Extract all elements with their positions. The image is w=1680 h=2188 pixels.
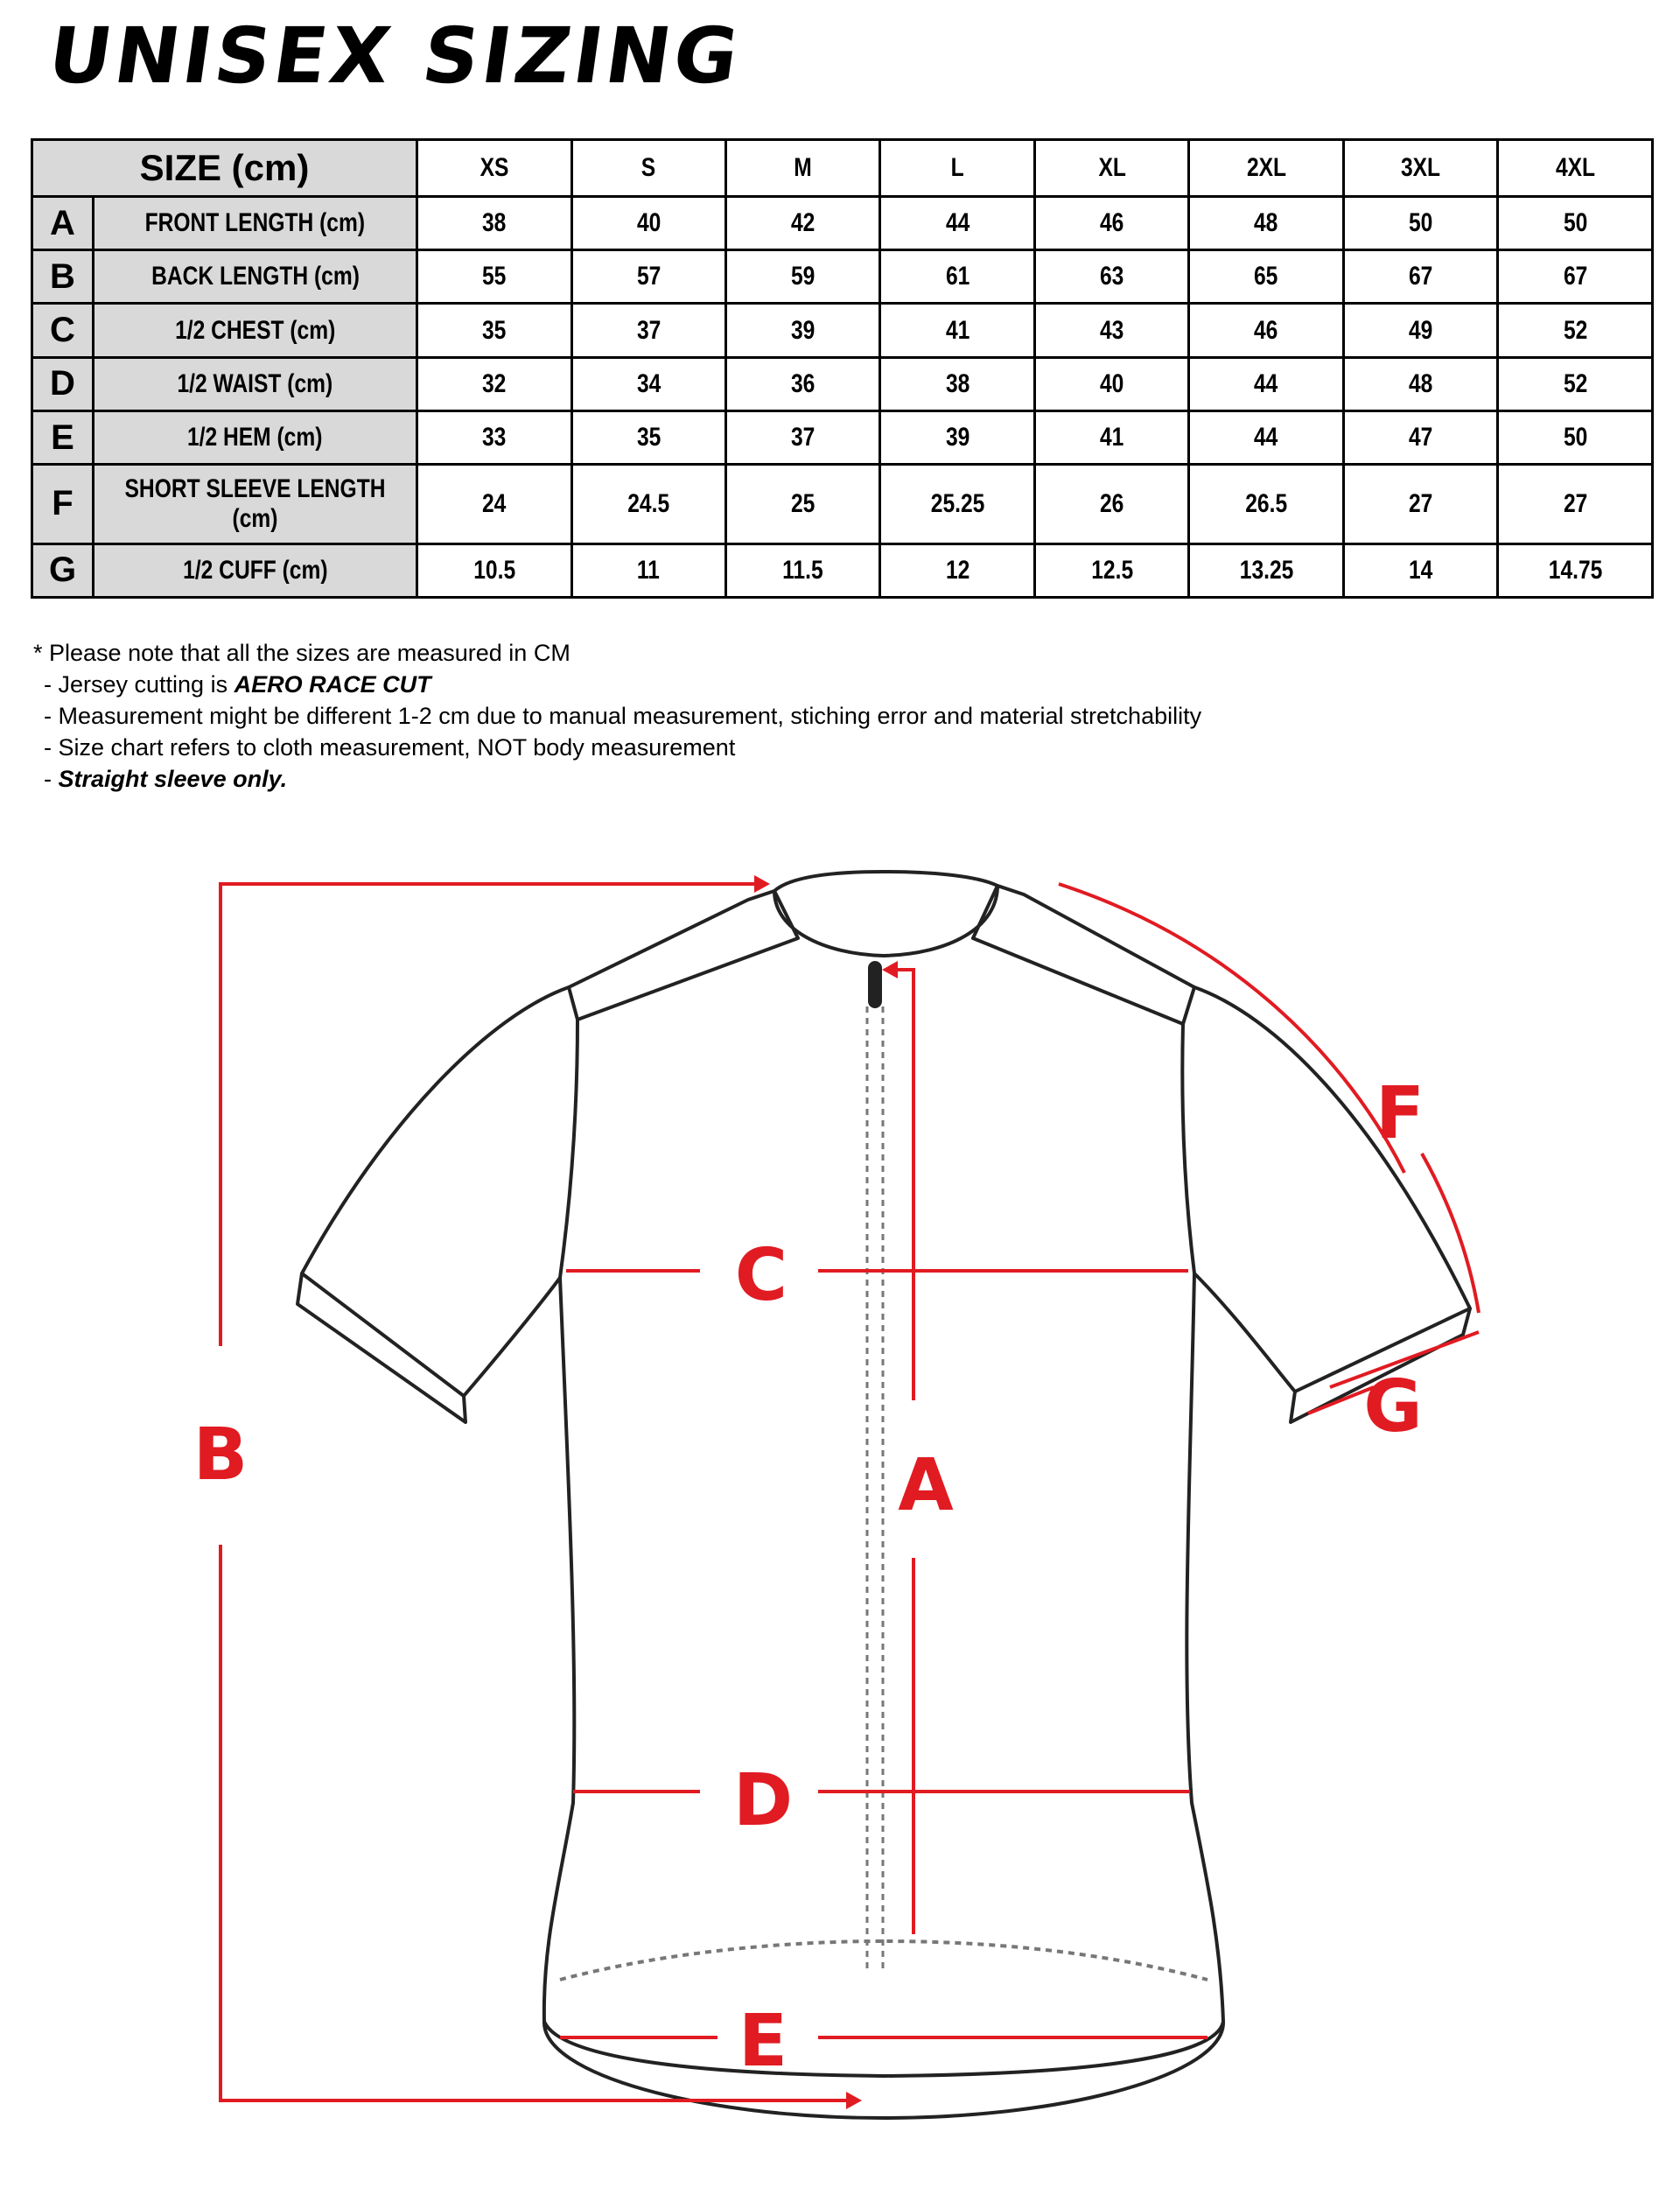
value-cell: 12: [880, 543, 1034, 597]
value-cell: 42: [725, 197, 879, 250]
value-cell: 55: [417, 250, 571, 304]
note-cut-emphasis: AERO RACE CUT: [234, 671, 431, 698]
label-d: D: [732, 1759, 794, 1842]
row-letter: B: [32, 250, 94, 304]
value-cell: 34: [571, 357, 725, 410]
row-letter: C: [32, 304, 94, 357]
left-cuff: [298, 1273, 466, 1422]
row-label: 1/2 CUFF (cm): [94, 543, 417, 597]
value-cell: 25: [725, 465, 879, 544]
value-cell: 41: [1034, 410, 1188, 464]
value-cell: 38: [880, 357, 1034, 410]
value-cell: 57: [571, 250, 725, 304]
value-cell: 24.5: [571, 465, 725, 544]
note-sleeve: - Straight sleeve only.: [44, 766, 288, 792]
value-cell: 41: [880, 304, 1034, 357]
value-cell: 52: [1498, 357, 1653, 410]
label-b: B: [192, 1413, 248, 1497]
jersey-body-left: [544, 1278, 574, 2022]
value-cell: 40: [571, 197, 725, 250]
value-cell: 50: [1343, 197, 1497, 250]
size-header-s: S: [571, 140, 725, 197]
measure-a-line-top: [888, 970, 914, 1400]
note-tolerance: - Measurement might be different 1-2 cm due to manual measurement, stiching error and material stretchability: [44, 703, 1202, 729]
right-sleeve: [1182, 987, 1470, 1392]
row-label: 1/2 WAIST (cm): [94, 357, 417, 410]
value-cell: 67: [1343, 250, 1497, 304]
label-c: C: [734, 1234, 788, 1317]
value-cell: 39: [880, 410, 1034, 464]
value-cell: 35: [571, 410, 725, 464]
value-cell: 50: [1498, 410, 1653, 464]
row-label: BACK LENGTH (cm): [94, 250, 417, 304]
jersey-body-right: [1186, 1273, 1223, 2022]
note-sleeve-emphasis: Straight sleeve only.: [58, 766, 288, 792]
value-cell: 61: [880, 250, 1034, 304]
value-cell: 48: [1343, 357, 1497, 410]
value-cell: 67: [1498, 250, 1653, 304]
left-shoulder-panel: [569, 891, 798, 1020]
value-cell: 26: [1034, 465, 1188, 544]
row-letter: D: [32, 357, 94, 410]
label-g: G: [1363, 1365, 1423, 1448]
row-letter: F: [32, 465, 94, 544]
value-cell: 35: [417, 304, 571, 357]
value-cell: 11.5: [725, 543, 879, 597]
value-cell: 52: [1498, 304, 1653, 357]
note-units: * Please note that all the sizes are measured in CM: [33, 640, 570, 666]
jersey-collar: [774, 872, 998, 956]
label-e: E: [738, 2000, 788, 2083]
size-header-xs: XS: [417, 140, 571, 197]
note-cut: - Jersey cutting is AERO RACE CUT: [44, 671, 431, 698]
size-header-3xl: 3XL: [1343, 140, 1497, 197]
value-cell: 50: [1498, 197, 1653, 250]
value-cell: 27: [1343, 465, 1497, 544]
value-cell: 39: [725, 304, 879, 357]
value-cell: 27: [1498, 465, 1653, 544]
value-cell: 44: [880, 197, 1034, 250]
value-cell: 25.25: [880, 465, 1034, 544]
row-letter: E: [32, 410, 94, 464]
size-header-l: L: [880, 140, 1034, 197]
value-cell: 33: [417, 410, 571, 464]
value-cell: 26.5: [1189, 465, 1343, 544]
measure-b-arrow-bottom: [846, 2092, 862, 2109]
size-header-label: SIZE (cm): [32, 140, 417, 197]
value-cell: 47: [1343, 410, 1497, 464]
value-cell: 10.5: [417, 543, 571, 597]
value-cell: 14: [1343, 543, 1497, 597]
value-cell: 44: [1189, 410, 1343, 464]
value-cell: 11: [571, 543, 725, 597]
value-cell: 46: [1189, 304, 1343, 357]
page-title: UNISEX SIZING: [43, 11, 747, 101]
measure-a-arrow: [882, 961, 898, 978]
value-cell: 43: [1034, 304, 1188, 357]
value-cell: 46: [1034, 197, 1188, 250]
row-label: 1/2 CHEST (cm): [94, 304, 417, 357]
value-cell: 37: [725, 410, 879, 464]
zipper: [867, 1006, 883, 1974]
row-letter: A: [32, 197, 94, 250]
value-cell: 49: [1343, 304, 1497, 357]
measure-f-line-top: [1059, 884, 1404, 1173]
value-cell: 13.25: [1189, 543, 1343, 597]
note-cloth-measurement: - Size chart refers to cloth measurement, NOT body measurement: [44, 734, 736, 761]
size-header-4xl: 4XL: [1498, 140, 1653, 197]
value-cell: 24: [417, 465, 571, 544]
value-cell: 37: [571, 304, 725, 357]
right-shoulder-panel: [973, 886, 1194, 1024]
row-label: 1/2 HEM (cm): [94, 410, 417, 464]
value-cell: 12.5: [1034, 543, 1188, 597]
value-cell: 40: [1034, 357, 1188, 410]
label-f: F: [1375, 1072, 1425, 1155]
value-cell: 36: [725, 357, 879, 410]
row-letter: G: [32, 543, 94, 597]
label-a: A: [898, 1444, 954, 1527]
value-cell: 32: [417, 357, 571, 410]
size-header-m: M: [725, 140, 879, 197]
value-cell: 65: [1189, 250, 1343, 304]
zipper-pull: [868, 961, 882, 1008]
value-cell: 63: [1034, 250, 1188, 304]
value-cell: 14.75: [1498, 543, 1653, 597]
row-label: SHORT SLEEVE LENGTH (cm): [94, 465, 417, 544]
measure-b-arrow-top: [754, 875, 770, 893]
row-label: FRONT LENGTH (cm): [94, 197, 417, 250]
size-header-xl: XL: [1034, 140, 1188, 197]
value-cell: 44: [1189, 357, 1343, 410]
value-cell: 59: [725, 250, 879, 304]
value-cell: 48: [1189, 197, 1343, 250]
size-header-2xl: 2XL: [1189, 140, 1343, 197]
value-cell: 38: [417, 197, 571, 250]
